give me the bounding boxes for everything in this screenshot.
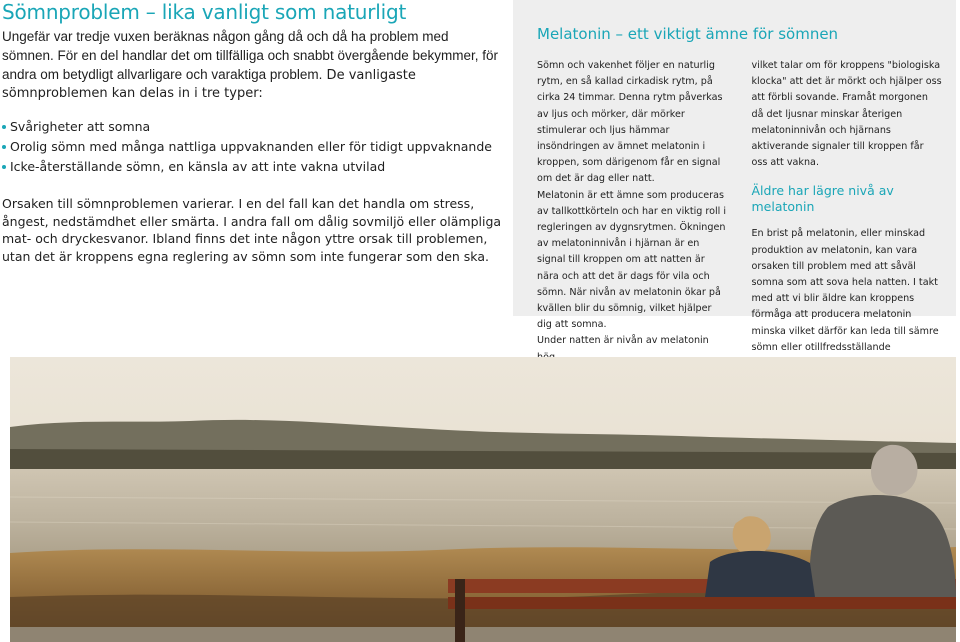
- intro-lead: Ungefär var tredje vuxen beräknas någon gång då och då ha problem med sömnen. För en del handlar det om tillfälliga och snabbt övergående bekymmer, för andra om betydligt allvarligare och varaktiga problem.: [2, 29, 499, 82]
- factbox-paragraph: En brist på melatonin, eller minskad produktion av melatonin, kan vara orsaken till problem med att såväl somna som att sova hela natten. I takt med att vi blir äldre kan kroppens förmåga att producera melatonin minska vilket därför kan leda till sämre sömn eller otillfredsställande: [751, 228, 939, 353]
- factbox-paragraph: Sömn och vakenhet följer en naturlig rytm, en så kallad cirkadisk rytm, på cirka 24 timmar. Denna rytm påverkas av ljus och mörker, där mörker stimulerar och ljus hämmar insöndringen av ämnet melatonin i kroppen, som därigenom får en signal om det är dag eller natt.: [537, 60, 723, 185]
- causes-paragraph: Orsaken till sömnproblemen varierar. I en del fall kan det handla om stress, ångest, nedstämdhet eller smärta. I andra fall om dålig sovmiljö eller olämpliga mat- och dryckesvanor. Ibland finns det inte någon yttre orsak till problemen, utan det är kroppens egna reglering av sömn som inte fungerar som den ska.: [2, 196, 502, 264]
- melatonin-factbox: [513, 0, 956, 353]
- photo-illustration: [10, 357, 956, 642]
- page-title: Sömnproblem – lika vanligt som naturligt: [2, 0, 407, 24]
- list-item: Icke-återställande sömn, en känsla av att inte vakna utvilad: [2, 157, 502, 177]
- list-item: Svårigheter att somna: [2, 117, 502, 137]
- lake-bench-photo: [10, 357, 956, 642]
- factbox-subtitle: Äldre har lägre nivå av melatonin: [751, 183, 894, 215]
- list-item: Orolig sömn med många nattliga uppvaknanden eller för tidigt uppvaknande: [2, 137, 502, 157]
- factbox-column-1: [537, 58, 728, 372]
- intro-rest: De vanligaste sömnproblemen kan delas in i tre typer:: [2, 68, 416, 101]
- factbox-column-2: [752, 58, 943, 372]
- factbox-paragraph: Melatonin är ett ämne som produceras av tallkottkörteln och har en viktig roll i regleringen av dygnsrytmen. Ökningen av melatoninnivån i hjärnan är en signal till kroppen om att natten är nära och att det är dags för vila och sömn. När nivån av melatonin ökar på kvällen blir du sömnig, vilket hjälper dig att somna.: [537, 189, 727, 331]
- intro-paragraph: [2, 28, 502, 103]
- factbox-paragraph: vilket talar om för kroppens "biologiska klocka" att det är mörkt och hjälper oss att förbli sovande. Framåt morgonen då det ljusnar minskar återigen melatoninnivån och hjärnans aktiverande signaler till kroppen får oss att vakna.: [751, 60, 942, 169]
- factbox-columns: [537, 58, 942, 372]
- factbox-paragraph: Under natten är nivån av melatonin: [537, 335, 709, 347]
- main-article: [2, 0, 502, 265]
- factbox-title: Melatonin – ett viktigt ämne för sömnen: [537, 25, 839, 43]
- sleep-problem-types: [2, 117, 502, 177]
